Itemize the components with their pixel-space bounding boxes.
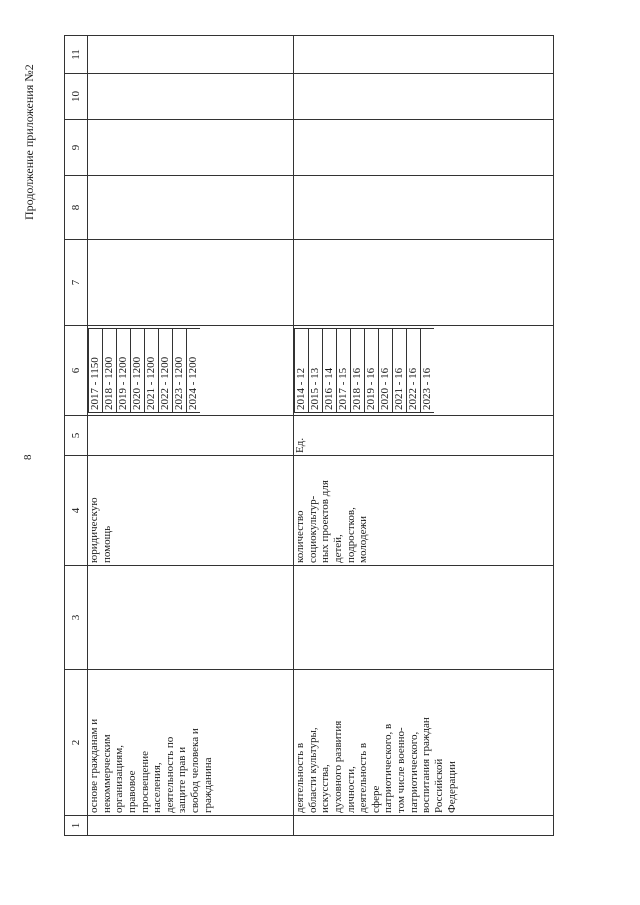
value-item: 2018 - 16 (351, 329, 365, 413)
cell-col11 (88, 36, 294, 74)
cell-col1 (294, 816, 554, 836)
cell-col11 (294, 36, 554, 74)
appendix-caption: Продолжение приложения №2 (22, 64, 36, 220)
rotated-table-wrapper (64, 36, 574, 836)
column-header-7: 7 (65, 240, 88, 326)
column-header-10: 10 (65, 74, 88, 120)
value-item: 2020 - 16 (379, 329, 393, 413)
value-item: 2019 - 1200 (117, 329, 131, 413)
value-item: 2021 - 1200 (145, 329, 159, 413)
value-item: 2014 - 12 (295, 329, 309, 413)
value-item: 2023 - 1200 (173, 329, 187, 413)
cell-col10 (294, 74, 554, 120)
value-item: 2023 - 16 (421, 329, 435, 413)
cell-indicator: количество социокультур- ных проектов для детей, подростков, молодежи (294, 456, 554, 566)
column-header-11: 11 (65, 36, 88, 74)
value-item: 2020 - 1200 (131, 329, 145, 413)
cell-unit (88, 416, 294, 456)
cell-values (294, 326, 554, 416)
cell-col7 (88, 240, 294, 326)
value-item: 2015 - 13 (309, 329, 323, 413)
cell-col3 (294, 566, 554, 670)
page-number: 8 (22, 454, 34, 460)
cell-col9 (294, 120, 554, 176)
cell-values (88, 326, 294, 416)
column-header-2: 2 (65, 670, 88, 816)
table-row (88, 36, 294, 836)
cell-col3 (88, 566, 294, 670)
header-row (65, 36, 88, 836)
cell-col10 (88, 74, 294, 120)
cell-col7 (294, 240, 554, 326)
values-list (294, 328, 434, 413)
cell-activity: деятельность в области культуры, искусства, духовного развития личности, деятельность в сфере патриотического, в том числе военно- патриотического, воспитания граждан Российской Федерации (294, 670, 554, 816)
data-table (64, 35, 554, 836)
values-list (88, 328, 200, 413)
table-row (294, 36, 554, 836)
value-item: 2019 - 16 (365, 329, 379, 413)
cell-indicator: юридическую помощь (88, 456, 294, 566)
cell-col8 (88, 176, 294, 240)
column-header-4: 4 (65, 456, 88, 566)
column-header-9: 9 (65, 120, 88, 176)
column-header-8: 8 (65, 176, 88, 240)
column-header-3: 3 (65, 566, 88, 670)
value-item: 2016 - 14 (323, 329, 337, 413)
cell-col1 (88, 816, 294, 836)
value-item: 2024 - 1200 (187, 329, 201, 413)
value-item: 2018 - 1200 (103, 329, 117, 413)
value-item: 2021 - 16 (393, 329, 407, 413)
column-header-5: 5 (65, 416, 88, 456)
cell-activity: основе гражданам и некоммерческим организациям, правовое просвещение населения, деятельность по защите прав и свобод человека и гражданина (88, 670, 294, 816)
cell-col8 (294, 176, 554, 240)
cell-unit: Ед. (294, 416, 554, 456)
column-header-1: 1 (65, 816, 88, 836)
column-header-6: 6 (65, 326, 88, 416)
value-item: 2017 - 1150 (89, 329, 103, 413)
cell-col9 (88, 120, 294, 176)
value-item: 2022 - 1200 (159, 329, 173, 413)
value-item: 2017 - 15 (337, 329, 351, 413)
value-item: 2022 - 16 (407, 329, 421, 413)
